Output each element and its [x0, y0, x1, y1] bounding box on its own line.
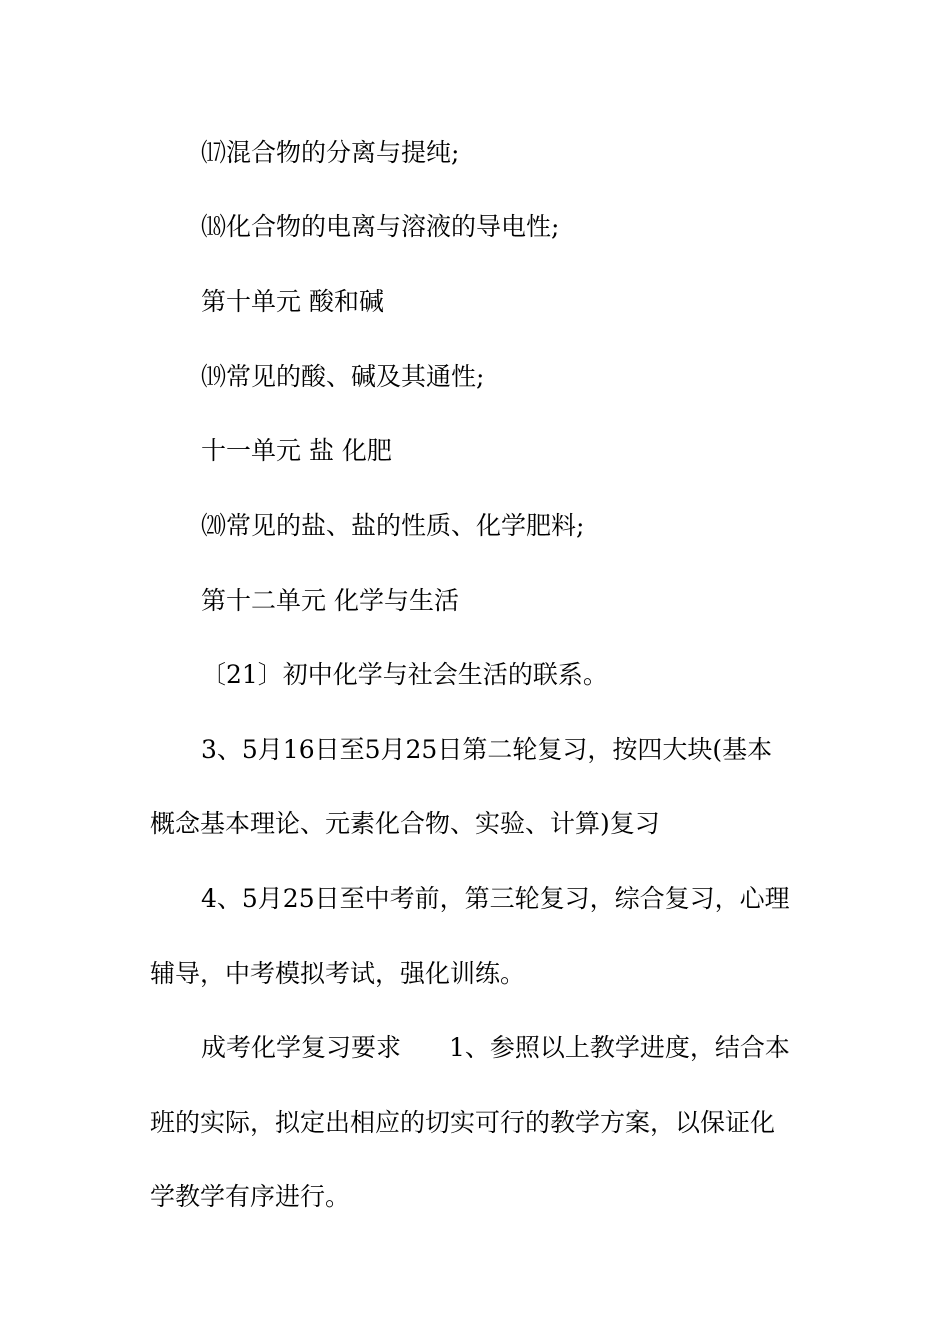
item-19: ⒆常见的酸、碱及其通性; [201, 362, 485, 391]
para5-line1-rest: 1、参照以上教学进度，结合本 [449, 1033, 790, 1062]
para4-line1: 4、5月25日至中考前，第三轮复习，综合复习，心理 [201, 884, 790, 913]
item-18: ⒅化合物的电离与溶液的导电性; [201, 212, 560, 241]
item-17: ⒄混合物的分离与提纯; [201, 138, 460, 167]
unit-11-heading: 十一单元 盐 化肥 [201, 436, 392, 465]
para5-heading: 成考化学复习要求 [201, 1033, 402, 1062]
para4-line2: 辅导，中考模拟考试，强化训练。 [150, 959, 526, 988]
unit-12-heading: 第十二单元 化学与生活 [201, 586, 459, 615]
item-21: 〔21〕初中化学与社会生活的联系。 [201, 660, 608, 689]
para5-line1 [201, 1033, 790, 1063]
para5-line2: 班的实际，拟定出相应的切实可行的教学方案，以保证化 [150, 1108, 776, 1137]
para3-line2: 概念基本理论、元素化合物、实验、计算)复习 [150, 809, 660, 838]
unit-10-heading: 第十单元 酸和碱 [201, 287, 384, 316]
para3-line1: 3、5月16日至5月25日第二轮复习，按四大块(基本 [201, 735, 773, 764]
item-20: ⒇常见的盐、盐的性质、化学肥料; [201, 511, 585, 540]
para5-line3: 学教学有序进行。 [150, 1182, 351, 1211]
